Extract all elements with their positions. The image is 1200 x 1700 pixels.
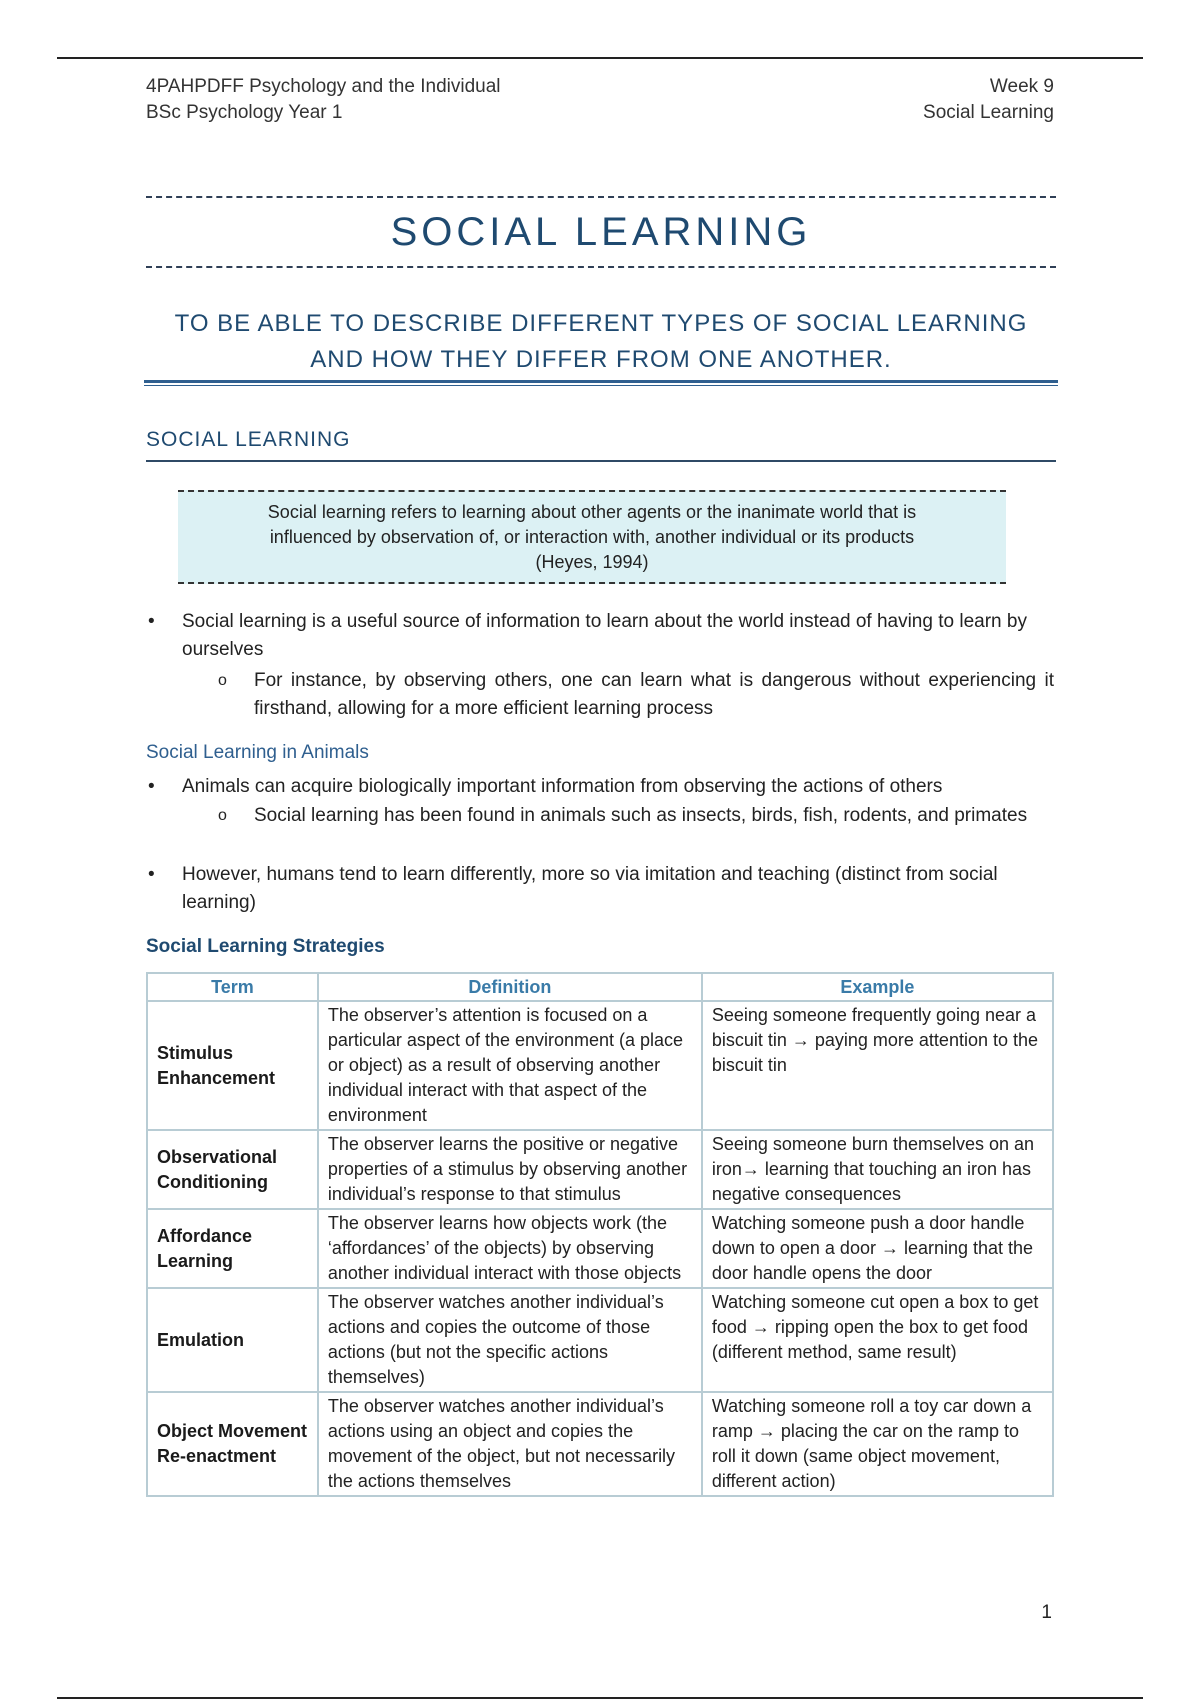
- sub-bullet-text: Social learning has been found in animals such as insects, birds, fish, rodents, and primates: [254, 805, 1028, 826]
- bullet-text: However, humans tend to learn differently, more so via imitation and teaching (distinct from social learning): [182, 864, 998, 913]
- term-cell: Emulation: [147, 1288, 318, 1392]
- header-topic: Social Learning: [923, 102, 1054, 123]
- objective-rule-thick: [144, 380, 1058, 383]
- bullet-text: Animals can acquire biologically important information from observing the actions of others: [182, 776, 943, 797]
- column-header-example: Example: [702, 973, 1053, 1001]
- bullet-mark: •: [148, 611, 155, 632]
- bullet-intro: [148, 608, 1054, 664]
- term-cell: Stimulus Enhancement: [147, 1001, 318, 1130]
- definition-line-2: influenced by observation of, or interaction with, another individual or its products: [269, 526, 915, 547]
- example-cell: Seeing someone burn themselves on an iron→ learning that touching an iron has negative consequences: [702, 1130, 1053, 1209]
- objective-rule-thin: [144, 385, 1058, 386]
- objective-line-2: AND HOW THEY DIFFER FROM ONE ANOTHER.: [310, 346, 892, 373]
- animals-heading: Social Learning in Animals: [146, 742, 369, 763]
- header-course: 4PAHPDFF Psychology and the Individual: [146, 76, 501, 97]
- term-cell: Affordance Learning: [147, 1209, 318, 1288]
- strategies-heading: Social Learning Strategies: [146, 936, 385, 957]
- table-header-row: [147, 973, 1053, 1001]
- strategies-table: [146, 972, 1054, 1497]
- definition-cell: The observer’s attention is focused on a particular aspect of the environment (a place or object) as a result of observing another individual interact with that aspect of the environment: [318, 1001, 702, 1130]
- example-cell: Watching someone cut open a box to get food → ripping open the box to get food (different method, same result): [702, 1288, 1053, 1392]
- bullet-animals-2: [148, 861, 1054, 917]
- table-row: [147, 1130, 1053, 1209]
- section-heading: SOCIAL LEARNING: [146, 428, 1056, 462]
- sub-bullet-intro: [218, 667, 1054, 723]
- definition-cell: The observer watches another individual’s actions and copies the outcome of those actions (but not the specific actions themselves): [318, 1288, 702, 1392]
- column-header-term: Term: [147, 973, 318, 1001]
- sub-bullet-text: For instance, by observing others, one can learn what is dangerous without experiencing it firsthand, allowing for a more efficient learning process: [254, 670, 1054, 719]
- definition-cell: The observer watches another individual’s actions using an object and copies the movement of the object, but not necessarily the actions themselves: [318, 1392, 702, 1496]
- bullet-animals-1: [148, 773, 1054, 801]
- page-title: SOCIAL LEARNING: [390, 209, 812, 254]
- header-right: [923, 74, 1054, 126]
- bullet-mark: •: [148, 864, 155, 885]
- definition-cell: The observer learns how objects work (the ‘affordances’ of the objects) by observing another individual interact with those objects: [318, 1209, 702, 1288]
- page-number: 1: [1041, 1602, 1052, 1623]
- definition-line-1: Social learning refers to learning about other agents or the inanimate world that is: [267, 501, 917, 522]
- table-row: [147, 1209, 1053, 1288]
- term-cell: Object Movement Re-enactment: [147, 1392, 318, 1496]
- top-rule: [57, 57, 1143, 59]
- header-week: Week 9: [989, 76, 1054, 97]
- bullet-text: Social learning is a useful source of information to learn about the world instead of having to learn by ourselves: [182, 611, 1027, 660]
- example-cell: Seeing someone frequently going near a biscuit tin → paying more attention to the biscuit tin: [702, 1001, 1053, 1130]
- bottom-rule: [57, 1697, 1143, 1699]
- sub-bullet-mark: o: [218, 807, 227, 824]
- term-cell: Observational Conditioning: [147, 1130, 318, 1209]
- sub-bullet-animals: [218, 802, 1054, 830]
- objective-line-1: TO BE ABLE TO DESCRIBE DIFFERENT TYPES OF SOCIAL LEARNING: [174, 310, 1028, 337]
- definition-citation: (Heyes, 1994): [535, 551, 649, 572]
- header-programme: BSc Psychology Year 1: [146, 102, 343, 123]
- table-row: [147, 1288, 1053, 1392]
- bullet-mark: •: [148, 776, 155, 797]
- example-cell: Watching someone push a door handle down to open a door → learning that the door handle opens the door: [702, 1209, 1053, 1288]
- title-box: [146, 196, 1056, 268]
- learning-objective: [146, 306, 1056, 378]
- sub-bullet-mark: o: [218, 672, 227, 689]
- header-left: [146, 74, 501, 126]
- definition-box: [178, 490, 1006, 584]
- table-row: [147, 1392, 1053, 1496]
- example-cell: Watching someone roll a toy car down a ramp → placing the car on the ramp to roll it down (same object movement, different action): [702, 1392, 1053, 1496]
- table-row: [147, 1001, 1053, 1130]
- definition-cell: The observer learns the positive or negative properties of a stimulus by observing another individual’s response to that stimulus: [318, 1130, 702, 1209]
- column-header-definition: Definition: [318, 973, 702, 1001]
